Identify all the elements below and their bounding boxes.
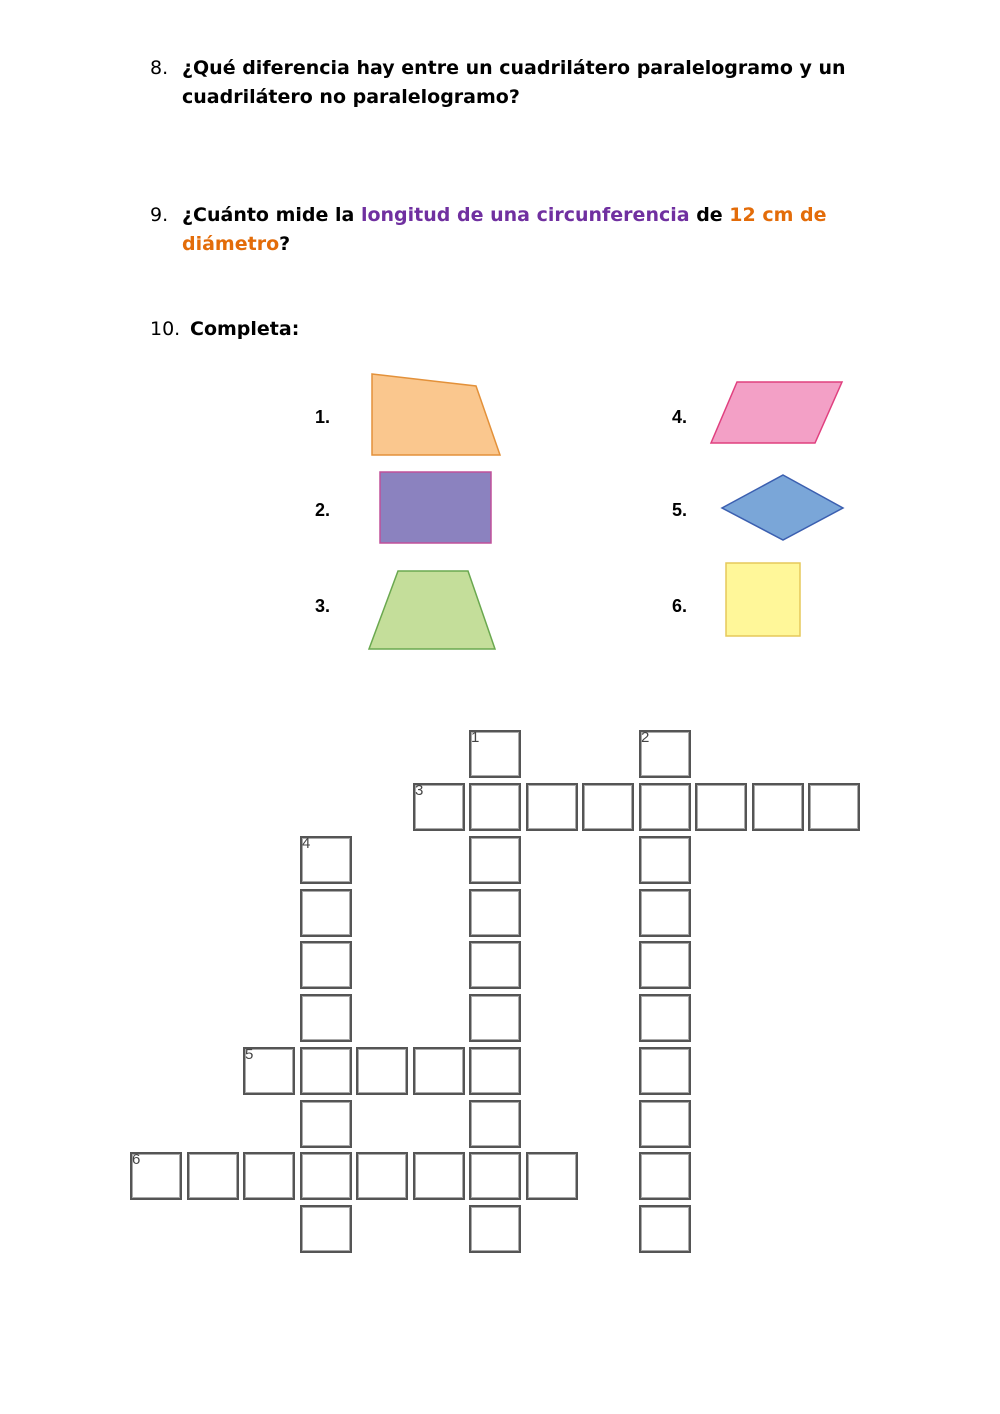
question-9-text-b: de (689, 204, 730, 226)
question-9-question-mark: ? (279, 233, 291, 255)
crossword-cell[interactable] (639, 1047, 691, 1095)
crossword-cell[interactable] (582, 783, 634, 831)
crossword-cell[interactable] (469, 783, 521, 831)
shape-trapezoid-isosceles (369, 571, 495, 649)
crossword-clue-number: 5 (245, 1046, 254, 1063)
crossword-cell[interactable] (300, 1047, 352, 1095)
shape-label-4: 4. (672, 407, 688, 427)
crossword-cell[interactable] (639, 836, 691, 884)
shape-label-5: 5. (672, 500, 688, 520)
crossword-cell[interactable] (639, 783, 691, 831)
shape-rectangle (380, 472, 491, 543)
question-8-number: 8. (150, 57, 169, 79)
question-9-highlight-size: 12 cm de (729, 204, 827, 226)
shape-label-3: 3. (315, 596, 331, 616)
crossword-cell[interactable] (639, 994, 691, 1042)
crossword-cell[interactable] (469, 1100, 521, 1148)
crossword-cell[interactable] (300, 836, 352, 884)
shape-rhombus (722, 475, 843, 540)
question-8-line-2: cuadrilátero no paralelogramo? (182, 86, 520, 108)
question-9-number: 9. (150, 204, 169, 226)
crossword-cell[interactable] (300, 941, 352, 989)
crossword-cell[interactable] (187, 1152, 239, 1200)
crossword-cell[interactable] (695, 783, 747, 831)
crossword-cell[interactable] (356, 1047, 408, 1095)
crossword-cell[interactable] (469, 1205, 521, 1253)
question-10-number: 10. (150, 318, 181, 340)
shape-parallelogram (711, 382, 842, 443)
crossword-clue-number: 4 (302, 835, 311, 852)
crossword-cell[interactable] (243, 1047, 295, 1095)
crossword-cell[interactable] (469, 941, 521, 989)
crossword-clue-number: 2 (641, 729, 650, 746)
crossword-cell[interactable] (469, 1152, 521, 1200)
shape-square (726, 563, 800, 636)
crossword-clue-number: 3 (415, 782, 424, 799)
shape-label-6: 6. (672, 596, 688, 616)
crossword-cell[interactable] (243, 1152, 295, 1200)
shape-label-1: 1. (315, 407, 331, 427)
shape-trapezoid-irregular (372, 374, 500, 455)
crossword-cell[interactable] (469, 889, 521, 937)
crossword-clue-number: 6 (132, 1151, 141, 1168)
crossword-cell[interactable] (413, 1152, 465, 1200)
crossword-cell[interactable] (469, 1047, 521, 1095)
crossword-clue-number: 1 (471, 729, 480, 746)
crossword-cell[interactable] (469, 836, 521, 884)
crossword-cell[interactable] (300, 1205, 352, 1253)
crossword-cell[interactable] (526, 783, 578, 831)
crossword-cell[interactable] (526, 1152, 578, 1200)
question-9-text-a: ¿Cuánto mide la (182, 204, 361, 226)
crossword-cell[interactable] (469, 994, 521, 1042)
crossword-cell[interactable] (413, 1047, 465, 1095)
quadrilateral-shapes (0, 0, 1000, 700)
crossword-cell[interactable] (639, 1100, 691, 1148)
crossword-cell[interactable] (639, 941, 691, 989)
question-10-text: Completa: (190, 318, 300, 340)
crossword-cell[interactable] (639, 1152, 691, 1200)
crossword-cell[interactable] (752, 783, 804, 831)
crossword-cell[interactable] (413, 783, 465, 831)
crossword-cell[interactable] (130, 1152, 182, 1200)
crossword-cell[interactable] (639, 889, 691, 937)
question-9-highlight-length: longitud de una circunferencia (360, 204, 690, 226)
crossword-cell[interactable] (469, 730, 521, 778)
crossword-cell[interactable] (300, 889, 352, 937)
question-9-highlight-diameter: diámetro (182, 233, 280, 255)
crossword-cell[interactable] (639, 1205, 691, 1253)
crossword-cell[interactable] (356, 1152, 408, 1200)
question-8-line-1: ¿Qué diferencia hay entre un cuadrilátero paralelogramo y un (182, 57, 846, 79)
crossword-cell[interactable] (300, 994, 352, 1042)
crossword-cell[interactable] (300, 1152, 352, 1200)
crossword-cell[interactable] (300, 1100, 352, 1148)
shape-label-2: 2. (315, 500, 331, 520)
crossword-cell[interactable] (808, 783, 860, 831)
crossword-cell[interactable] (639, 730, 691, 778)
